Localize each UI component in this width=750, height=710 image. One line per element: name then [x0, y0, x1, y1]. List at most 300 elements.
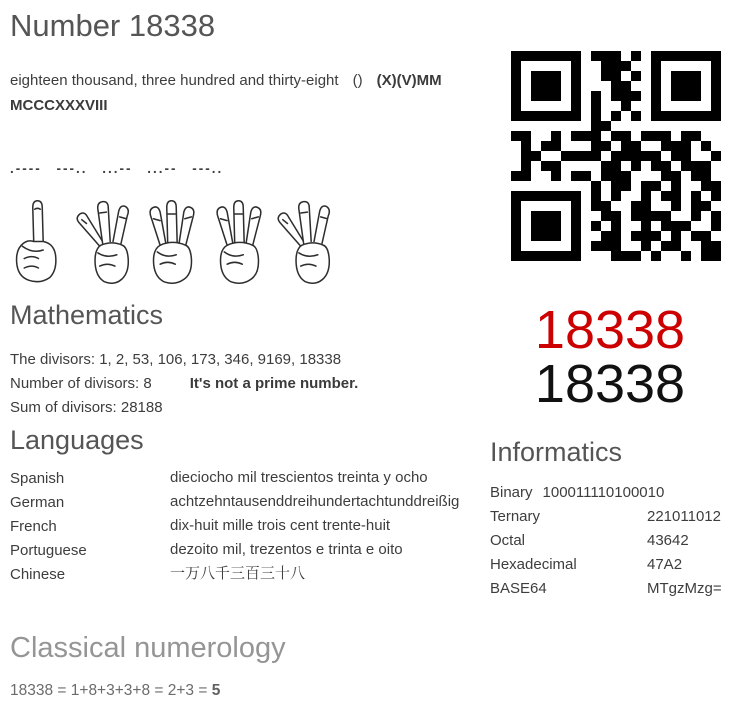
- qr-module-dark: [671, 51, 681, 61]
- big-number-red: 18338: [534, 300, 686, 360]
- qr-module-dark: [661, 111, 671, 121]
- qr-module-dark: [531, 221, 541, 231]
- qr-module-light: [581, 51, 591, 61]
- qr-module-dark: [701, 51, 711, 61]
- qr-module-light: [651, 221, 661, 231]
- qr-module-light: [521, 101, 531, 111]
- qr-module-dark: [651, 161, 661, 171]
- qr-module-dark: [511, 61, 521, 71]
- informatics-table: [490, 480, 745, 600]
- hand-signs-row: [4, 196, 339, 286]
- qr-module-light: [701, 121, 711, 131]
- qr-module-dark: [701, 201, 711, 211]
- qr-module-light: [651, 241, 661, 251]
- informatics-label: Ternary: [490, 507, 541, 525]
- qr-module-dark: [711, 101, 721, 111]
- qr-module-light: [641, 61, 651, 71]
- qr-module-dark: [711, 51, 721, 61]
- qr-module-light: [581, 111, 591, 121]
- qr-module-dark: [531, 91, 541, 101]
- qr-module-light: [691, 241, 701, 251]
- qr-module-dark: [691, 91, 701, 101]
- qr-module-dark: [611, 241, 621, 251]
- qr-module-light: [561, 181, 571, 191]
- language-row: [10, 514, 472, 538]
- qr-module-dark: [631, 111, 641, 121]
- qr-module-light: [601, 91, 611, 101]
- qr-module-light: [631, 121, 641, 131]
- qr-module-dark: [511, 211, 521, 221]
- qr-module-dark: [701, 171, 711, 181]
- qr-module-dark: [511, 231, 521, 241]
- qr-module-light: [521, 201, 531, 211]
- qr-module-dark: [571, 241, 581, 251]
- qr-module-dark: [661, 171, 671, 181]
- qr-module-dark: [671, 111, 681, 121]
- qr-module-light: [591, 81, 601, 91]
- qr-module-dark: [551, 111, 561, 121]
- qr-module-dark: [681, 81, 691, 91]
- qr-module-dark: [591, 51, 601, 61]
- qr-module-dark: [641, 211, 651, 221]
- qr-module-dark: [541, 161, 551, 171]
- qr-module-dark: [711, 151, 721, 161]
- qr-module-dark: [571, 231, 581, 241]
- qr-module-dark: [511, 101, 521, 111]
- qr-module-light: [521, 181, 531, 191]
- qr-module-dark: [601, 121, 611, 131]
- qr-module-dark: [661, 161, 671, 171]
- qr-module-dark: [601, 201, 611, 211]
- qr-module-dark: [691, 111, 701, 121]
- qr-module-dark: [711, 221, 721, 231]
- qr-module-dark: [681, 91, 691, 101]
- qr-module-dark: [521, 191, 531, 201]
- informatics-value: 100011110100010: [542, 483, 665, 501]
- numerology-heading: Classical numerology: [10, 632, 286, 664]
- qr-module-dark: [511, 111, 521, 121]
- qr-module-dark: [601, 231, 611, 241]
- hand-sign-3-icon: [138, 196, 205, 286]
- qr-module-dark: [651, 81, 661, 91]
- qr-module-dark: [661, 141, 671, 151]
- qr-module-dark: [531, 211, 541, 221]
- qr-module-light: [631, 61, 641, 71]
- qr-module-dark: [531, 81, 541, 91]
- qr-module-dark: [651, 251, 661, 261]
- qr-module-light: [651, 201, 661, 211]
- qr-module-light: [521, 91, 531, 101]
- qr-module-light: [621, 201, 631, 211]
- qr-module-dark: [531, 51, 541, 61]
- qr-module-light: [621, 211, 631, 221]
- qr-module-light: [581, 71, 591, 81]
- qr-module-light: [551, 121, 561, 131]
- qr-module-light: [641, 121, 651, 131]
- language-value: dieciocho mil trescientos treinta y ocho: [170, 469, 428, 486]
- qr-module-dark: [691, 81, 701, 91]
- qr-module-dark: [641, 241, 651, 251]
- qr-module-light: [561, 231, 571, 241]
- qr-module-light: [521, 121, 531, 131]
- qr-module-dark: [561, 51, 571, 61]
- qr-module-dark: [521, 51, 531, 61]
- qr-module-dark: [661, 51, 671, 61]
- qr-module-light: [561, 161, 571, 171]
- language-label: Spanish: [10, 469, 65, 487]
- prime-note: It's not a prime number.: [189, 375, 359, 392]
- qr-module-dark: [691, 171, 701, 181]
- divisor-count-text: Number of divisors: 8: [10, 375, 152, 392]
- qr-module-dark: [651, 111, 661, 121]
- qr-module-dark: [621, 251, 631, 261]
- languages-heading: Languages: [10, 425, 144, 455]
- qr-module-light: [571, 161, 581, 171]
- qr-module-light: [581, 231, 591, 241]
- qr-module-light: [541, 151, 551, 161]
- qr-module-light: [641, 71, 651, 81]
- qr-module-dark: [701, 161, 711, 171]
- qr-module-dark: [631, 91, 641, 101]
- qr-module-light: [651, 121, 661, 131]
- qr-module-dark: [531, 231, 541, 241]
- qr-module-light: [621, 231, 631, 241]
- qr-module-light: [551, 181, 561, 191]
- qr-module-dark: [641, 201, 651, 211]
- qr-module-light: [681, 101, 691, 111]
- qr-module-dark: [641, 221, 651, 231]
- qr-module-light: [661, 91, 671, 101]
- qr-module-dark: [551, 91, 561, 101]
- qr-module-dark: [711, 211, 721, 221]
- qr-module-dark: [541, 51, 551, 61]
- qr-module-light: [631, 101, 641, 111]
- qr-module-dark: [551, 221, 561, 231]
- qr-module-light: [711, 201, 721, 211]
- qr-module-dark: [691, 131, 701, 141]
- qr-module-light: [531, 201, 541, 211]
- qr-module-dark: [711, 71, 721, 81]
- qr-module-dark: [661, 221, 671, 231]
- informatics-label: Binary: [490, 483, 533, 501]
- mathematics-facts: [10, 348, 358, 420]
- qr-module-light: [671, 131, 681, 141]
- qr-module-light: [581, 141, 591, 151]
- qr-module-dark: [601, 61, 611, 71]
- qr-module-dark: [591, 151, 601, 161]
- qr-module-light: [561, 101, 571, 111]
- qr-module-dark: [651, 181, 661, 191]
- qr-module-light: [601, 131, 611, 141]
- qr-module-light: [611, 141, 621, 151]
- qr-module-dark: [571, 91, 581, 101]
- qr-module-dark: [591, 201, 601, 211]
- qr-module-dark: [701, 251, 711, 261]
- qr-module-light: [551, 61, 561, 71]
- qr-module-dark: [571, 131, 581, 141]
- qr-module-light: [541, 121, 551, 131]
- qr-module-dark: [621, 101, 631, 111]
- qr-module-dark: [551, 171, 561, 181]
- qr-module-light: [671, 61, 681, 71]
- qr-module-light: [561, 81, 571, 91]
- qr-module-dark: [681, 111, 691, 121]
- qr-module-light: [601, 151, 611, 161]
- qr-module-dark: [591, 241, 601, 251]
- qr-module-light: [601, 221, 611, 231]
- qr-module-light: [691, 151, 701, 161]
- qr-module-dark: [681, 51, 691, 61]
- qr-module-light: [701, 61, 711, 71]
- qr-module-light: [581, 61, 591, 71]
- qr-module-dark: [571, 81, 581, 91]
- numerology-formula-result: 5: [211, 682, 221, 699]
- qr-module-light: [581, 221, 591, 231]
- mathematics-heading: Mathematics: [10, 300, 164, 330]
- language-value: dezoito mil, trezentos e trinta e oito: [170, 541, 403, 558]
- qr-module-light: [711, 171, 721, 181]
- qr-module-light: [641, 51, 651, 61]
- qr-module-dark: [711, 241, 721, 251]
- qr-module-dark: [511, 81, 521, 91]
- qr-module-dark: [601, 71, 611, 81]
- qr-module-dark: [711, 111, 721, 121]
- number-word-form: [10, 68, 496, 118]
- qr-module-dark: [511, 251, 521, 261]
- hand-sign-8-icon: [272, 196, 339, 286]
- qr-module-light: [571, 141, 581, 151]
- qr-module-light: [591, 211, 601, 221]
- qr-module-dark: [551, 141, 561, 151]
- qr-module-dark: [551, 211, 561, 221]
- divisors-line: The divisors: 1, 2, 53, 106, 173, 346, 9169, 18338: [10, 351, 342, 368]
- qr-module-light: [651, 171, 661, 181]
- word-form-text: eighteen thousand, three hundred and thirty-eight: [10, 72, 339, 89]
- qr-module-light: [661, 61, 671, 71]
- sum-of-divisors-line: Sum of divisors: 28188: [10, 399, 163, 416]
- qr-module-dark: [621, 81, 631, 91]
- qr-module-light: [541, 181, 551, 191]
- qr-module-dark: [701, 231, 711, 241]
- qr-module-dark: [631, 141, 641, 151]
- qr-module-light: [661, 81, 671, 91]
- qr-module-dark: [521, 161, 531, 171]
- qr-module-dark: [631, 71, 641, 81]
- qr-module-light: [551, 201, 561, 211]
- qr-module-light: [511, 181, 521, 191]
- qr-module-light: [601, 101, 611, 111]
- qr-module-dark: [651, 151, 661, 161]
- qr-module-dark: [561, 111, 571, 121]
- qr-module-light: [631, 171, 641, 181]
- qr-module-dark: [581, 131, 591, 141]
- qr-module-dark: [581, 171, 591, 181]
- qr-module-light: [621, 191, 631, 201]
- qr-module-dark: [571, 171, 581, 181]
- qr-module-dark: [601, 141, 611, 151]
- qr-module-dark: [611, 161, 621, 171]
- qr-module-dark: [541, 251, 551, 261]
- qr-module-dark: [591, 121, 601, 131]
- qr-module-dark: [611, 71, 621, 81]
- qr-module-light: [621, 111, 631, 121]
- qr-module-dark: [661, 241, 671, 251]
- qr-module-dark: [621, 181, 631, 191]
- qr-module-dark: [621, 61, 631, 71]
- qr-module-dark: [671, 151, 681, 161]
- qr-module-dark: [621, 151, 631, 161]
- qr-module-light: [691, 101, 701, 111]
- qr-module-dark: [541, 231, 551, 241]
- qr-module-light: [641, 171, 651, 181]
- qr-module-light: [681, 211, 691, 221]
- qr-module-dark: [531, 71, 541, 81]
- qr-module-light: [681, 201, 691, 211]
- qr-module-light: [551, 151, 561, 161]
- qr-module-dark: [631, 251, 641, 261]
- qr-module-dark: [681, 221, 691, 231]
- qr-module-dark: [551, 51, 561, 61]
- qr-module-dark: [611, 251, 621, 261]
- qr-module-dark: [701, 141, 711, 151]
- qr-module-light: [621, 161, 631, 171]
- language-label: German: [10, 493, 65, 511]
- qr-module-dark: [551, 71, 561, 81]
- qr-module-dark: [531, 191, 541, 201]
- qr-module-dark: [671, 191, 681, 201]
- numerology-formula-prefix: 18338 = 1+8+3+3+8 = 2+3 =: [10, 682, 212, 699]
- qr-module-light: [531, 161, 541, 171]
- qr-module-light: [631, 81, 641, 91]
- informatics-heading: Informatics: [490, 437, 623, 467]
- qr-module-light: [581, 81, 591, 91]
- qr-module-light: [641, 101, 651, 111]
- qr-module-dark: [611, 111, 621, 121]
- qr-module-light: [581, 101, 591, 111]
- qr-module-light: [621, 51, 631, 61]
- qr-module-dark: [711, 191, 721, 201]
- qr-module-light: [631, 221, 641, 231]
- qr-module-light: [561, 61, 571, 71]
- language-value: achtzehntausenddreihundertachtunddreißig: [170, 493, 460, 510]
- qr-module-dark: [681, 251, 691, 261]
- qr-module-light: [691, 221, 701, 231]
- qr-module-light: [671, 211, 681, 221]
- qr-module-dark: [661, 131, 671, 141]
- qr-module-dark: [641, 191, 651, 201]
- qr-module-light: [711, 231, 721, 241]
- qr-module-dark: [641, 131, 651, 141]
- qr-module-dark: [681, 141, 691, 151]
- qr-module-light: [641, 161, 651, 171]
- qr-module-light: [561, 171, 571, 181]
- qr-module-light: [561, 131, 571, 141]
- qr-module-light: [681, 171, 691, 181]
- language-row: [10, 538, 472, 562]
- qr-module-dark: [521, 111, 531, 121]
- qr-module-dark: [711, 81, 721, 91]
- qr-module-dark: [611, 51, 621, 61]
- qr-module-light: [541, 131, 551, 141]
- qr-module-dark: [611, 91, 621, 101]
- qr-module-light: [541, 171, 551, 181]
- qr-module-light: [611, 121, 621, 131]
- qr-module-light: [521, 231, 531, 241]
- qr-module-light: [541, 201, 551, 211]
- qr-module-dark: [671, 141, 681, 151]
- qr-module-light: [701, 221, 711, 231]
- language-label: Chinese: [10, 565, 66, 583]
- qr-module-light: [661, 71, 671, 81]
- qr-module-light: [591, 161, 601, 171]
- qr-module-dark: [631, 211, 641, 221]
- numerology-formula: [10, 682, 220, 700]
- qr-module-light: [661, 251, 671, 261]
- qr-module-dark: [671, 201, 681, 211]
- qr-module-light: [511, 141, 521, 151]
- qr-module-light: [561, 211, 571, 221]
- qr-module-light: [511, 121, 521, 131]
- qr-module-light: [551, 241, 561, 251]
- qr-module-light: [541, 241, 551, 251]
- qr-module-light: [561, 201, 571, 211]
- qr-module-dark: [631, 231, 641, 241]
- qr-module-light: [621, 71, 631, 81]
- informatics-label: Octal: [490, 531, 526, 549]
- qr-module-light: [531, 241, 541, 251]
- qr-module-dark: [521, 251, 531, 261]
- qr-module-light: [581, 161, 591, 171]
- morse-code: .---- ---.. ...-- ...-- ---..: [10, 161, 224, 176]
- qr-module-light: [611, 101, 621, 111]
- qr-module-dark: [661, 211, 671, 221]
- informatics-row-ternary: [490, 504, 745, 528]
- qr-module-light: [691, 251, 701, 261]
- qr-module-dark: [521, 151, 531, 161]
- qr-module-dark: [561, 251, 571, 261]
- qr-module-light: [701, 71, 711, 81]
- qr-module-dark: [571, 101, 581, 111]
- qr-module-dark: [691, 191, 701, 201]
- qr-code: [511, 51, 721, 261]
- qr-module-dark: [611, 151, 621, 161]
- qr-module-dark: [521, 131, 531, 141]
- qr-module-dark: [581, 151, 591, 161]
- language-value: 一万八千三百三十八: [170, 565, 306, 582]
- qr-module-dark: [531, 151, 541, 161]
- qr-module-dark: [611, 231, 621, 241]
- qr-module-dark: [671, 91, 681, 101]
- qr-module-light: [671, 121, 681, 131]
- qr-module-light: [581, 251, 591, 261]
- qr-module-light: [591, 71, 601, 81]
- qr-module-light: [641, 91, 651, 101]
- qr-module-dark: [511, 91, 521, 101]
- qr-module-light: [521, 241, 531, 251]
- qr-module-dark: [611, 61, 621, 71]
- qr-module-dark: [571, 201, 581, 211]
- qr-module-dark: [701, 241, 711, 251]
- qr-module-light: [561, 221, 571, 231]
- informatics-value: MTgzMzg=: [647, 579, 722, 597]
- qr-module-dark: [621, 91, 631, 101]
- hand-sign-1-icon: [4, 196, 71, 286]
- qr-module-light: [641, 251, 651, 261]
- qr-module-light: [521, 211, 531, 221]
- qr-module-dark: [571, 221, 581, 231]
- qr-module-light: [601, 251, 611, 261]
- qr-module-dark: [691, 211, 701, 221]
